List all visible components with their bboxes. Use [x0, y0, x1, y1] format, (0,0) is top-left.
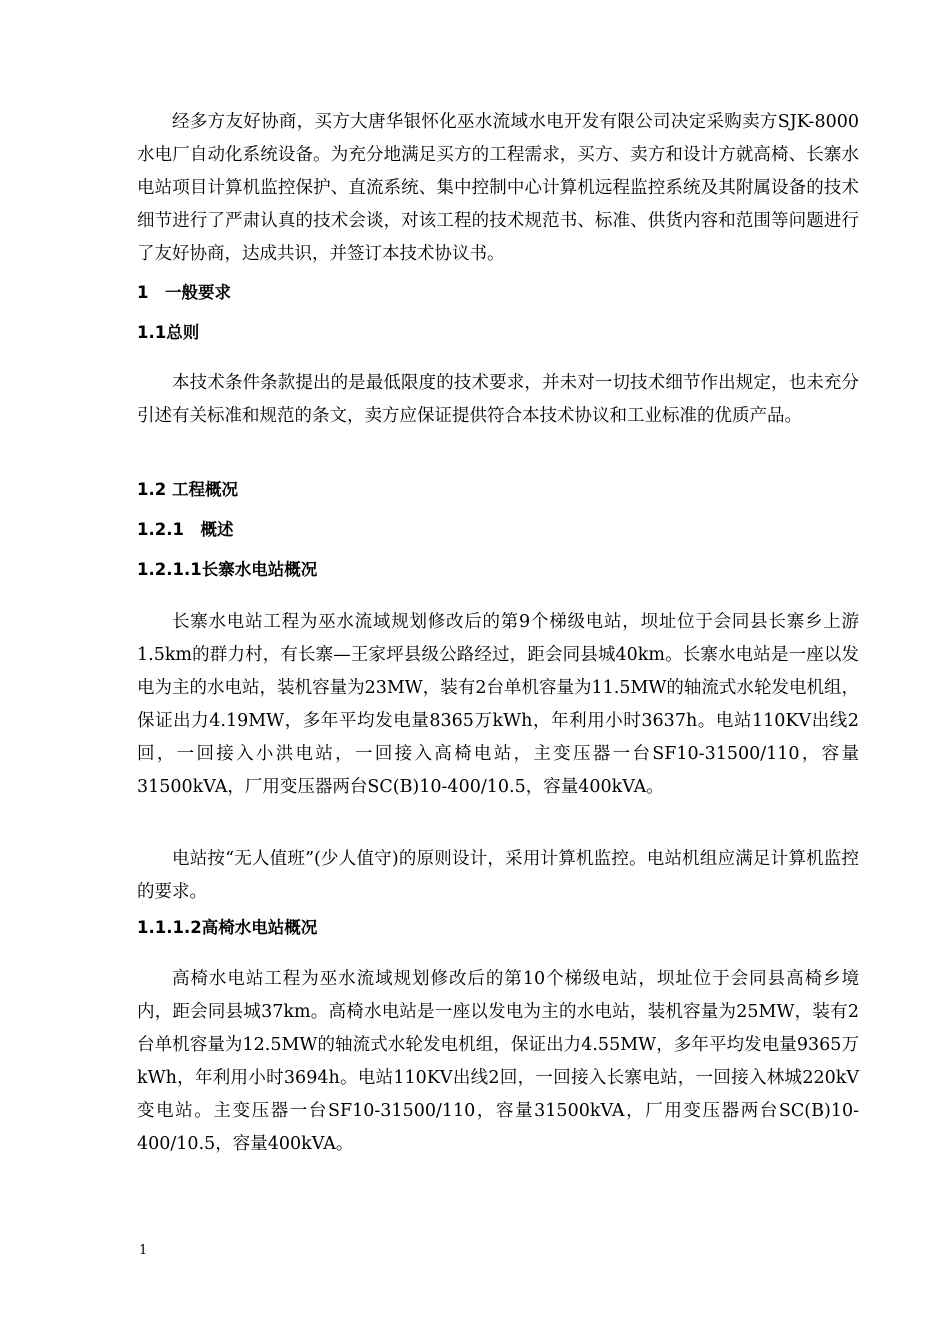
changzhai-paragraph: 长寨水电站工程为巫水流域规划修改后的第9个梯级电站，坝址位于会同县长寨乡上游1.5km的群力村，有长寨—王家坪县级公路经过，距会同县城40km。长寨水电站是一座以发电为主的水电站，装机容量为23MW，装有2台单机容量为11.5MW的轴流式水轮发电机组，保证出力4.19MW，多年平均发电量8365万kWh，年利用小时3637h。电站110KV出线2回，一回接入小洪电站，一回接入高椅电站，主变压器一台SF10-31500/110，容量31500kVA，厂用变压器两台SC(B)10-400/10.5，容量400kVA。: [137, 612, 859, 797]
heading-changzhai-overview: 1.2.1.1长寨水电站概况: [137, 560, 318, 579]
heading-gaoyi-overview: 1.1.1.2高椅水电站概况: [137, 918, 318, 937]
unattended-design-paragraph: 电站按“无人值班”(少人值守)的原则设计，采用计算机监控。电站机组应满足计算机监控的要求。: [137, 849, 859, 902]
heading-general-principles: 1.1总则: [137, 323, 200, 342]
general-principles-paragraph: 本技术条件条款提出的是最低限度的技术要求，并未对一切技术细节作出规定，也未充分引述有关标准和规范的条文，卖方应保证提供符合本技术协议和工业标准的优质产品。: [137, 373, 859, 426]
gaoyi-paragraph: 高椅水电站工程为巫水流域规划修改后的第10个梯级电站，坝址位于会同县高椅乡境内，距会同县城37km。高椅水电站是一座以发电为主的水电站，装机容量为25MW，装有2台单机容量为12.5MW的轴流式水轮发电机组，保证出力4.55MW，多年平均发电量9365万kWh，年利用小时3694h。电站110KV出线2回，一回接入长寨电站，一回接入林城220kV变电站。主变压器一台SF10-31500/110，容量31500kVA，厂用变压器两台SC(B)10-400/10.5，容量400kVA。: [137, 969, 859, 1154]
page-number: 1: [139, 1243, 148, 1258]
heading-general-requirements: 1 一般要求: [137, 283, 231, 302]
intro-paragraph: 经多方友好协商，买方大唐华银怀化巫水流域水电开发有限公司决定采购卖方SJK-8000水电厂自动化系统设备。为充分地满足买方的工程需求，买方、卖方和设计方就高椅、长寨水电站项目计算机监控保护、直流系统、集中控制中心计算机远程监控系统及其附属设备的技术细节进行了严肃认真的技术会谈，对该工程的技术规范书、标准、供货内容和范围等问题进行了友好协商，达成共识，并签订本技术协议书。: [137, 112, 859, 264]
heading-summary: 1.2.1 概述: [137, 520, 234, 539]
heading-project-overview: 1.2 工程概况: [137, 480, 238, 499]
